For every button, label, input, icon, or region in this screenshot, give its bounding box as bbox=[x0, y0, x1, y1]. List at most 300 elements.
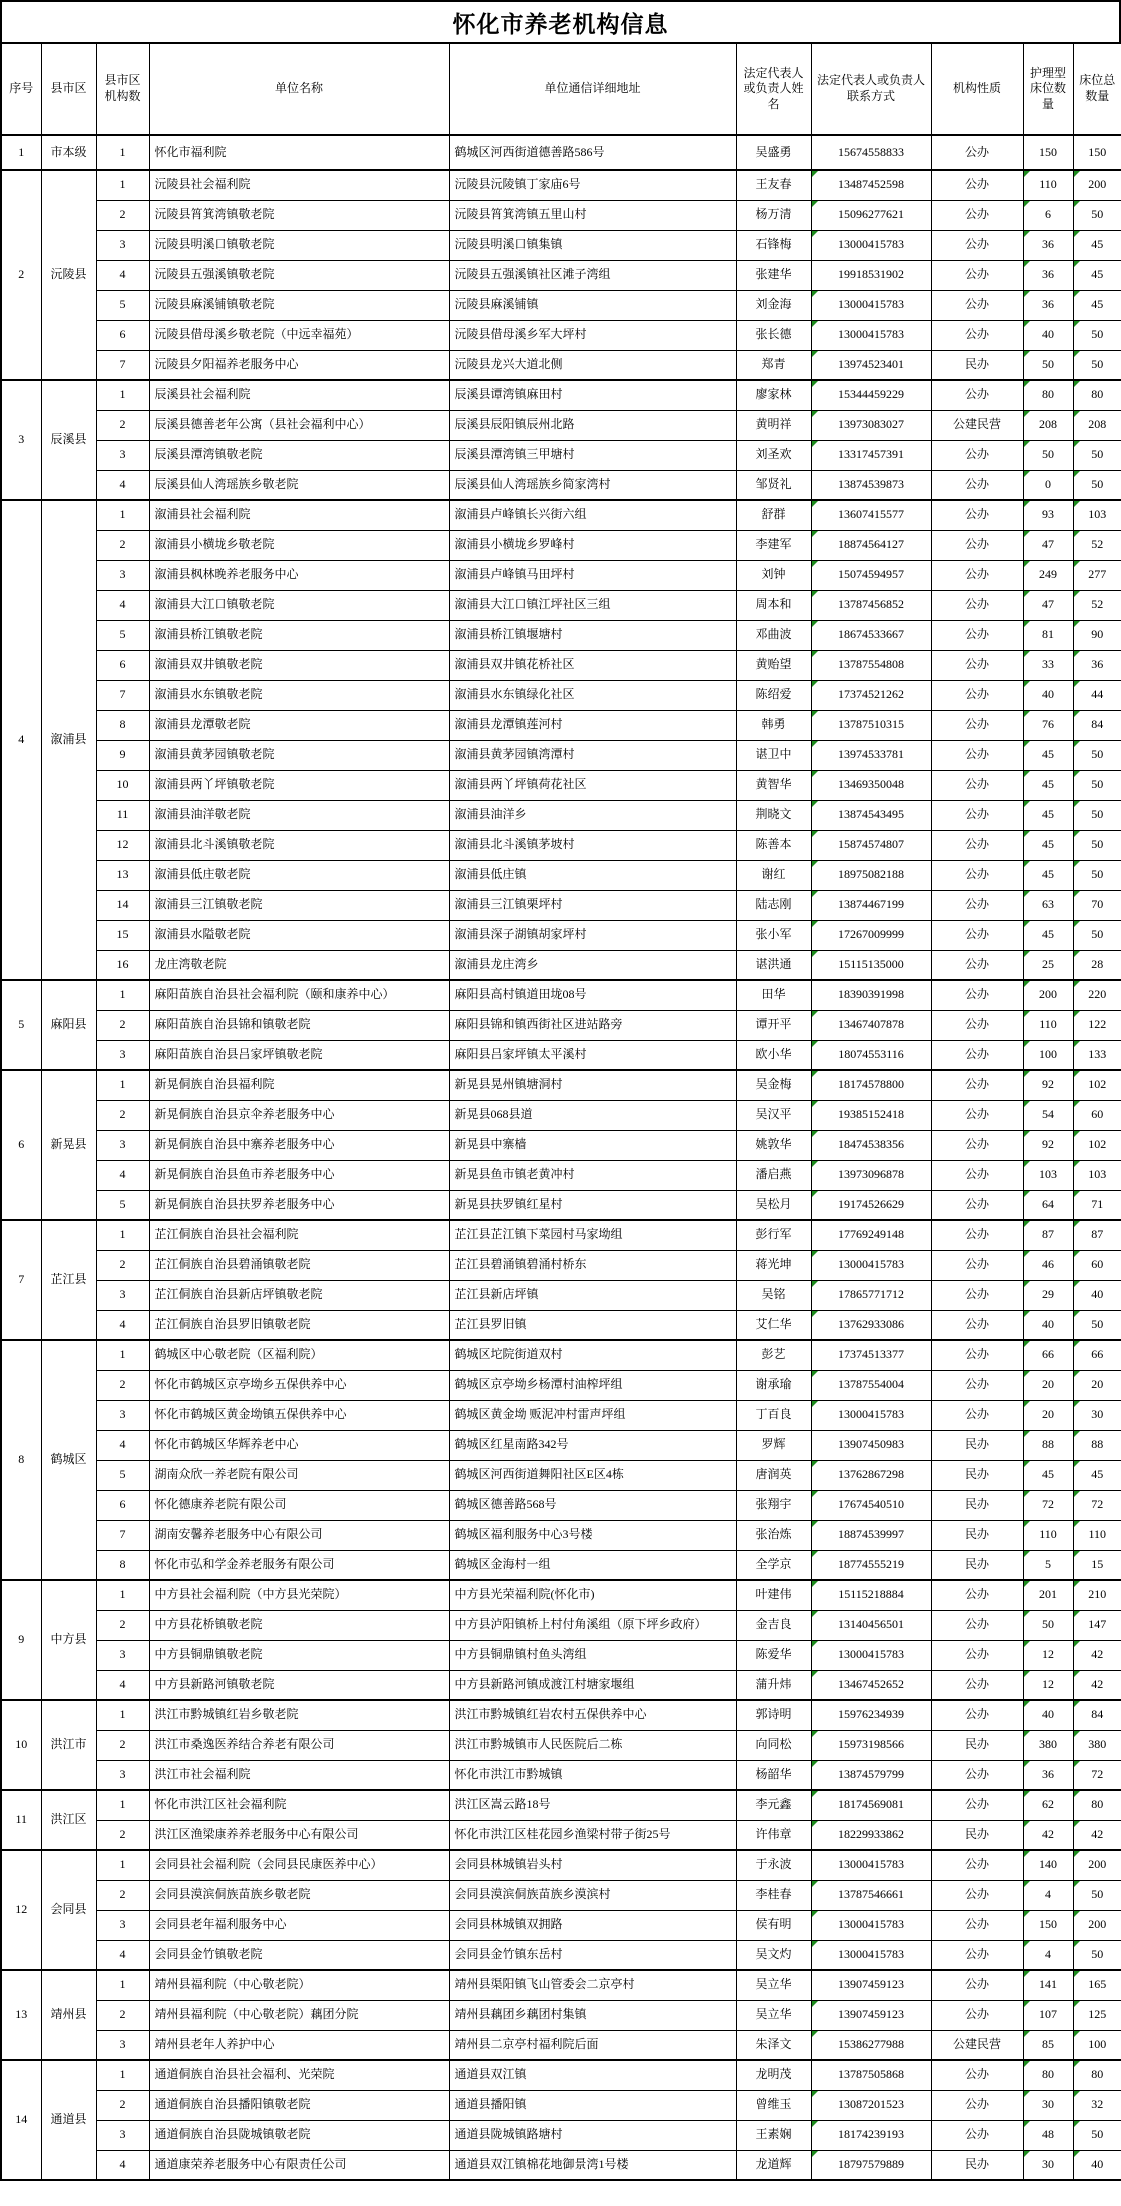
cell-nursing: 380 bbox=[1023, 1730, 1073, 1760]
cell-region: 辰溪县 bbox=[41, 380, 96, 500]
cell-address: 沅陵县沅陵镇丁家庙6号 bbox=[449, 170, 736, 200]
cell-nursing: 100 bbox=[1023, 1040, 1073, 1070]
cell-name: 怀化市鹤城区华辉养老中心 bbox=[149, 1430, 449, 1460]
cell-phone: 13787554004 bbox=[811, 1370, 931, 1400]
cell-count: 7 bbox=[96, 680, 149, 710]
cell-count: 4 bbox=[96, 2150, 149, 2180]
cell-person: 彭行军 bbox=[736, 1220, 811, 1250]
cell-address: 溆浦县卢峰镇长兴街六组 bbox=[449, 500, 736, 530]
cell-nursing: 50 bbox=[1023, 1610, 1073, 1640]
cell-count: 5 bbox=[96, 290, 149, 320]
cell-name: 新晃侗族自治县鱼市养老服务中心 bbox=[149, 1160, 449, 1190]
cell-address: 沅陵县龙兴大道北侧 bbox=[449, 350, 736, 380]
cell-address: 溆浦县卢峰镇马田坪村 bbox=[449, 560, 736, 590]
cell-phone: 15976234939 bbox=[811, 1700, 931, 1730]
cell-phone: 13607415577 bbox=[811, 500, 931, 530]
cell-address: 会同县金竹镇东岳村 bbox=[449, 1940, 736, 1970]
table-row bbox=[1, 890, 1121, 920]
cell-name: 沅陵县五强溪镇敬老院 bbox=[149, 260, 449, 290]
cell-person: 韩勇 bbox=[736, 710, 811, 740]
cell-nursing: 47 bbox=[1023, 530, 1073, 560]
cell-nature: 公办 bbox=[931, 290, 1023, 320]
cell-nature: 公办 bbox=[931, 200, 1023, 230]
cell-seq: 2 bbox=[1, 170, 41, 380]
cell-nursing: 50 bbox=[1023, 440, 1073, 470]
cell-count: 10 bbox=[96, 770, 149, 800]
cell-count: 13 bbox=[96, 860, 149, 890]
cell-person: 黄明祥 bbox=[736, 410, 811, 440]
cell-name: 芷江侗族自治县社会福利院 bbox=[149, 1220, 449, 1250]
cell-nursing: 40 bbox=[1023, 320, 1073, 350]
cell-total: 125 bbox=[1073, 2000, 1121, 2030]
table-row bbox=[1, 135, 1121, 170]
cell-count: 11 bbox=[96, 800, 149, 830]
cell-address: 溆浦县小横垅乡罗峰村 bbox=[449, 530, 736, 560]
cell-name: 怀化市福利院 bbox=[149, 135, 449, 170]
cell-phone: 13874467199 bbox=[811, 890, 931, 920]
cell-count: 6 bbox=[96, 1490, 149, 1520]
cell-nature: 公办 bbox=[931, 530, 1023, 560]
cell-count: 6 bbox=[96, 650, 149, 680]
cell-seq: 1 bbox=[1, 135, 41, 170]
cell-total: 122 bbox=[1073, 1010, 1121, 1040]
cell-name: 沅陵县社会福利院 bbox=[149, 170, 449, 200]
cell-nature: 公办 bbox=[931, 1940, 1023, 1970]
cell-total: 200 bbox=[1073, 170, 1121, 200]
cell-total: 20 bbox=[1073, 1370, 1121, 1400]
cell-phone: 13000415783 bbox=[811, 320, 931, 350]
cell-phone: 15115135000 bbox=[811, 950, 931, 980]
cell-count: 1 bbox=[96, 1340, 149, 1370]
cell-nursing: 29 bbox=[1023, 1280, 1073, 1310]
cell-total: 50 bbox=[1073, 1880, 1121, 1910]
cell-count: 3 bbox=[96, 230, 149, 260]
cell-nature: 公办 bbox=[931, 830, 1023, 860]
cell-name: 麻阳苗族自治县锦和镇敬老院 bbox=[149, 1010, 449, 1040]
cell-nature: 公建民营 bbox=[931, 410, 1023, 440]
cell-count: 1 bbox=[96, 135, 149, 170]
table-row bbox=[1, 800, 1121, 830]
cell-count: 2 bbox=[96, 200, 149, 230]
cell-person: 金吉良 bbox=[736, 1610, 811, 1640]
cell-nature: 公办 bbox=[931, 680, 1023, 710]
cell-count: 2 bbox=[96, 1610, 149, 1640]
cell-total: 50 bbox=[1073, 860, 1121, 890]
cell-phone: 18390391998 bbox=[811, 980, 931, 1010]
cell-nursing: 30 bbox=[1023, 2150, 1073, 2180]
cell-person: 王素娴 bbox=[736, 2120, 811, 2150]
cell-total: 150 bbox=[1073, 135, 1121, 170]
cell-phone: 17769249148 bbox=[811, 1220, 931, 1250]
cell-nursing: 54 bbox=[1023, 1100, 1073, 1130]
cell-nursing: 40 bbox=[1023, 680, 1073, 710]
cell-address: 麻阳县吕家坪镇太平溪村 bbox=[449, 1040, 736, 1070]
cell-count: 3 bbox=[96, 440, 149, 470]
cell-total: 277 bbox=[1073, 560, 1121, 590]
table-row bbox=[1, 650, 1121, 680]
cell-region: 沅陵县 bbox=[41, 170, 96, 380]
cell-phone: 13140456501 bbox=[811, 1610, 931, 1640]
cell-seq: 12 bbox=[1, 1850, 41, 1970]
cell-nursing: 36 bbox=[1023, 1760, 1073, 1790]
cell-person: 张长德 bbox=[736, 320, 811, 350]
cell-person: 田华 bbox=[736, 980, 811, 1010]
cell-name: 溆浦县小横垅乡敬老院 bbox=[149, 530, 449, 560]
cell-phone: 13000415783 bbox=[811, 1910, 931, 1940]
table-row bbox=[1, 1820, 1121, 1850]
cell-nature: 公办 bbox=[931, 1970, 1023, 2000]
table-row bbox=[1, 410, 1121, 440]
table-row bbox=[1, 440, 1121, 470]
column-header-name: 单位名称 bbox=[149, 43, 449, 135]
table-row bbox=[1, 1550, 1121, 1580]
cell-phone: 13787456852 bbox=[811, 590, 931, 620]
cell-count: 1 bbox=[96, 1700, 149, 1730]
cell-nature: 公办 bbox=[931, 920, 1023, 950]
cell-total: 84 bbox=[1073, 710, 1121, 740]
cell-total: 210 bbox=[1073, 1580, 1121, 1610]
cell-phone: 13000415783 bbox=[811, 1400, 931, 1430]
cell-name: 中方县铜鼎镇敬老院 bbox=[149, 1640, 449, 1670]
cell-nursing: 92 bbox=[1023, 1070, 1073, 1100]
cell-total: 102 bbox=[1073, 1130, 1121, 1160]
cell-person: 刘金海 bbox=[736, 290, 811, 320]
cell-address: 沅陵县借母溪乡军大坪村 bbox=[449, 320, 736, 350]
cell-phone: 19385152418 bbox=[811, 1100, 931, 1130]
table-row bbox=[1, 260, 1121, 290]
cell-address: 鹤城区红星南路342号 bbox=[449, 1430, 736, 1460]
cell-nature: 公办 bbox=[931, 2090, 1023, 2120]
cell-nature: 公办 bbox=[931, 950, 1023, 980]
cell-name: 新晃侗族自治县扶罗养老服务中心 bbox=[149, 1190, 449, 1220]
cell-address: 通道县双江镇 bbox=[449, 2060, 736, 2090]
cell-count: 2 bbox=[96, 1100, 149, 1130]
cell-person: 邓曲波 bbox=[736, 620, 811, 650]
cell-count: 2 bbox=[96, 1730, 149, 1760]
cell-nursing: 85 bbox=[1023, 2030, 1073, 2060]
table-row bbox=[1, 950, 1121, 980]
table-row bbox=[1, 380, 1121, 410]
cell-address: 芷江县新店坪镇 bbox=[449, 1280, 736, 1310]
cell-phone: 13787505868 bbox=[811, 2060, 931, 2090]
table-row bbox=[1, 1700, 1121, 1730]
cell-nursing: 5 bbox=[1023, 1550, 1073, 1580]
cell-person: 李元鑫 bbox=[736, 1790, 811, 1820]
cell-nursing: 200 bbox=[1023, 980, 1073, 1010]
cell-phone: 18975082188 bbox=[811, 860, 931, 890]
cell-total: 50 bbox=[1073, 200, 1121, 230]
table-row bbox=[1, 1880, 1121, 1910]
cell-region: 洪江市 bbox=[41, 1700, 96, 1790]
table-row bbox=[1, 470, 1121, 500]
cell-phone: 13874539873 bbox=[811, 470, 931, 500]
cell-nursing: 42 bbox=[1023, 1820, 1073, 1850]
cell-total: 45 bbox=[1073, 290, 1121, 320]
cell-address: 怀化市洪江区桂花园乡渔梁村带子街25号 bbox=[449, 1820, 736, 1850]
cell-count: 3 bbox=[96, 1760, 149, 1790]
cell-phone: 13000415783 bbox=[811, 1640, 931, 1670]
cell-person: 周本和 bbox=[736, 590, 811, 620]
cell-person: 吴汉平 bbox=[736, 1100, 811, 1130]
cell-nature: 公办 bbox=[931, 1010, 1023, 1040]
cell-total: 80 bbox=[1073, 380, 1121, 410]
cell-name: 靖州县福利院（中心敬老院） bbox=[149, 1970, 449, 2000]
cell-address: 洪江市黔城镇市人民医院后二栋 bbox=[449, 1730, 736, 1760]
cell-nature: 公办 bbox=[931, 1100, 1023, 1130]
cell-nature: 民办 bbox=[931, 1730, 1023, 1760]
cell-phone: 18174239193 bbox=[811, 2120, 931, 2150]
cell-nature: 公办 bbox=[931, 1670, 1023, 1700]
cell-phone: 18229933862 bbox=[811, 1820, 931, 1850]
cell-address: 新晃县扶罗镇红星村 bbox=[449, 1190, 736, 1220]
cell-phone: 15386277988 bbox=[811, 2030, 931, 2060]
cell-address: 会同县林城镇岩头村 bbox=[449, 1850, 736, 1880]
cell-address: 麻阳县锦和镇西街社区进站路旁 bbox=[449, 1010, 736, 1040]
cell-seq: 10 bbox=[1, 1700, 41, 1790]
cell-address: 沅陵县五强溪镇社区滩子湾组 bbox=[449, 260, 736, 290]
cell-total: 133 bbox=[1073, 1040, 1121, 1070]
cell-total: 40 bbox=[1073, 2150, 1121, 2180]
cell-name: 靖州县老年人养护中心 bbox=[149, 2030, 449, 2060]
cell-count: 9 bbox=[96, 740, 149, 770]
cell-nature: 公办 bbox=[931, 980, 1023, 1010]
table-row bbox=[1, 1910, 1121, 1940]
cell-name: 沅陵县明溪口镇敬老院 bbox=[149, 230, 449, 260]
cell-person: 欧小华 bbox=[736, 1040, 811, 1070]
cell-total: 42 bbox=[1073, 1670, 1121, 1700]
cell-nature: 民办 bbox=[931, 1550, 1023, 1580]
cell-address: 沅陵县筲箕湾镇五里山村 bbox=[449, 200, 736, 230]
cell-count: 4 bbox=[96, 1310, 149, 1340]
cell-count: 2 bbox=[96, 410, 149, 440]
cell-name: 洪江市社会福利院 bbox=[149, 1760, 449, 1790]
cell-total: 165 bbox=[1073, 1970, 1121, 2000]
cell-nature: 公办 bbox=[931, 710, 1023, 740]
cell-name: 芷江侗族自治县新店坪镇敬老院 bbox=[149, 1280, 449, 1310]
cell-address: 新晃县068县道 bbox=[449, 1100, 736, 1130]
table-row bbox=[1, 1850, 1121, 1880]
cell-phone: 18874539997 bbox=[811, 1520, 931, 1550]
cell-name: 洪江市黔城镇红岩乡敬老院 bbox=[149, 1700, 449, 1730]
cell-nature: 公办 bbox=[931, 230, 1023, 260]
cell-name: 中方县新路河镇敬老院 bbox=[149, 1670, 449, 1700]
cell-address: 新晃县中寨樯 bbox=[449, 1130, 736, 1160]
cell-address: 鹤城区黄金坳 贩泥冲村雷声坪组 bbox=[449, 1400, 736, 1430]
cell-nursing: 76 bbox=[1023, 710, 1073, 740]
cell-total: 52 bbox=[1073, 530, 1121, 560]
cell-address: 辰溪县潭湾镇三甲塘村 bbox=[449, 440, 736, 470]
cell-total: 380 bbox=[1073, 1730, 1121, 1760]
cell-name: 溆浦县三江镇敬老院 bbox=[149, 890, 449, 920]
cell-address: 新晃县晃州镇塘洞村 bbox=[449, 1070, 736, 1100]
cell-name: 中方县花桥镇敬老院 bbox=[149, 1610, 449, 1640]
table-row bbox=[1, 1070, 1121, 1100]
cell-name: 会同县漠滨侗族苗族乡敬老院 bbox=[149, 1880, 449, 1910]
cell-address: 中方县光荣福利院(怀化市) bbox=[449, 1580, 736, 1610]
cell-nature: 民办 bbox=[931, 1490, 1023, 1520]
cell-phone: 13087201523 bbox=[811, 2090, 931, 2120]
cell-total: 50 bbox=[1073, 740, 1121, 770]
cell-count: 2 bbox=[96, 1880, 149, 1910]
cell-person: 郑青 bbox=[736, 350, 811, 380]
cell-address: 怀化市洪江市黔城镇 bbox=[449, 1760, 736, 1790]
cell-count: 4 bbox=[96, 470, 149, 500]
table-row bbox=[1, 1220, 1121, 1250]
cell-person: 吴文灼 bbox=[736, 1940, 811, 1970]
cell-seq: 4 bbox=[1, 500, 41, 980]
cell-person: 吴松月 bbox=[736, 1190, 811, 1220]
cell-nursing: 93 bbox=[1023, 500, 1073, 530]
table-row bbox=[1, 1790, 1121, 1820]
cell-name: 溆浦县双井镇敬老院 bbox=[149, 650, 449, 680]
column-header-total: 床位总数量 bbox=[1073, 43, 1121, 135]
cell-nursing: 40 bbox=[1023, 1310, 1073, 1340]
cell-nursing: 201 bbox=[1023, 1580, 1073, 1610]
cell-phone: 18797579889 bbox=[811, 2150, 931, 2180]
cell-address: 辰溪县辰阳镇辰州北路 bbox=[449, 410, 736, 440]
cell-name: 沅陵县筲箕湾镇敬老院 bbox=[149, 200, 449, 230]
cell-address: 通道县双江镇棉花地御景湾1号楼 bbox=[449, 2150, 736, 2180]
table-row bbox=[1, 1190, 1121, 1220]
cell-name: 溆浦县黄茅园镇敬老院 bbox=[149, 740, 449, 770]
cell-person: 王友春 bbox=[736, 170, 811, 200]
table-row bbox=[1, 290, 1121, 320]
cell-address: 沅陵县明溪口镇集镇 bbox=[449, 230, 736, 260]
cell-nature: 公办 bbox=[931, 380, 1023, 410]
cell-phone: 13000415783 bbox=[811, 1250, 931, 1280]
cell-phone: 15074594957 bbox=[811, 560, 931, 590]
cell-nursing: 45 bbox=[1023, 830, 1073, 860]
cell-person: 杨韶华 bbox=[736, 1760, 811, 1790]
cell-phone: 17374513377 bbox=[811, 1340, 931, 1370]
cell-name: 鹤城区中心敬老院（区福利院） bbox=[149, 1340, 449, 1370]
cell-count: 4 bbox=[96, 1430, 149, 1460]
cell-name: 靖州县福利院（中心敬老院）藕团分院 bbox=[149, 2000, 449, 2030]
cell-address: 中方县新路河镇成渡江村塘家堰组 bbox=[449, 1670, 736, 1700]
cell-total: 72 bbox=[1073, 1760, 1121, 1790]
cell-nursing: 45 bbox=[1023, 740, 1073, 770]
cell-person: 陈爱华 bbox=[736, 1640, 811, 1670]
cell-phone: 18774555219 bbox=[811, 1550, 931, 1580]
cell-address: 会同县漠滨侗族苗族乡漠滨村 bbox=[449, 1880, 736, 1910]
cell-total: 102 bbox=[1073, 1070, 1121, 1100]
cell-total: 50 bbox=[1073, 440, 1121, 470]
column-header-region: 县市区 bbox=[41, 43, 96, 135]
cell-person: 张建华 bbox=[736, 260, 811, 290]
cell-person: 全学京 bbox=[736, 1550, 811, 1580]
cell-region: 芷江县 bbox=[41, 1220, 96, 1340]
cell-person: 舒群 bbox=[736, 500, 811, 530]
cell-person: 陈绍爱 bbox=[736, 680, 811, 710]
table-row bbox=[1, 1640, 1121, 1670]
cell-person: 叶建伟 bbox=[736, 1580, 811, 1610]
cell-count: 4 bbox=[96, 260, 149, 290]
cell-nursing: 20 bbox=[1023, 1370, 1073, 1400]
cell-seq: 3 bbox=[1, 380, 41, 500]
cell-address: 溆浦县双井镇花桥社区 bbox=[449, 650, 736, 680]
cell-phone: 13787510315 bbox=[811, 710, 931, 740]
cell-name: 新晃侗族自治县京伞养老服务中心 bbox=[149, 1100, 449, 1130]
cell-total: 50 bbox=[1073, 830, 1121, 860]
cell-nursing: 72 bbox=[1023, 1490, 1073, 1520]
table-row bbox=[1, 560, 1121, 590]
cell-phone: 13973083027 bbox=[811, 410, 931, 440]
cell-count: 1 bbox=[96, 500, 149, 530]
cell-count: 7 bbox=[96, 1520, 149, 1550]
cell-nature: 公办 bbox=[931, 1760, 1023, 1790]
table-row bbox=[1, 1940, 1121, 1970]
table-row bbox=[1, 1160, 1121, 1190]
cell-total: 87 bbox=[1073, 1220, 1121, 1250]
cell-phone: 13467407878 bbox=[811, 1010, 931, 1040]
cell-total: 50 bbox=[1073, 350, 1121, 380]
cell-seq: 7 bbox=[1, 1220, 41, 1340]
cell-count: 7 bbox=[96, 350, 149, 380]
cell-person: 曾维玉 bbox=[736, 2090, 811, 2120]
table-row bbox=[1, 2150, 1121, 2180]
table-row bbox=[1, 1100, 1121, 1130]
cell-nature: 公办 bbox=[931, 1370, 1023, 1400]
cell-count: 3 bbox=[96, 1130, 149, 1160]
cell-count: 4 bbox=[96, 1940, 149, 1970]
cell-phone: 18874564127 bbox=[811, 530, 931, 560]
cell-total: 45 bbox=[1073, 230, 1121, 260]
cell-region: 市本级 bbox=[41, 135, 96, 170]
cell-count: 2 bbox=[96, 1370, 149, 1400]
cell-nature: 公办 bbox=[931, 1040, 1023, 1070]
cell-nursing: 80 bbox=[1023, 2060, 1073, 2090]
column-header-phone: 法定代表人或负责人联系方式 bbox=[811, 43, 931, 135]
cell-person: 刘圣欢 bbox=[736, 440, 811, 470]
cell-person: 谢承瑜 bbox=[736, 1370, 811, 1400]
cell-count: 12 bbox=[96, 830, 149, 860]
cell-total: 100 bbox=[1073, 2030, 1121, 2060]
table-row bbox=[1, 1010, 1121, 1040]
cell-nursing: 107 bbox=[1023, 2000, 1073, 2030]
cell-total: 208 bbox=[1073, 410, 1121, 440]
cell-phone: 13000415783 bbox=[811, 230, 931, 260]
cell-name: 会同县金竹镇敬老院 bbox=[149, 1940, 449, 1970]
cell-phone: 13907459123 bbox=[811, 1970, 931, 2000]
cell-count: 2 bbox=[96, 2000, 149, 2030]
cell-nursing: 25 bbox=[1023, 950, 1073, 980]
cell-name: 会同县社会福利院（会同县民康医养中心） bbox=[149, 1850, 449, 1880]
header-row bbox=[1, 43, 1121, 135]
cell-person: 于永波 bbox=[736, 1850, 811, 1880]
cell-address: 鹤城区坨院街道双村 bbox=[449, 1340, 736, 1370]
cell-name: 芷江侗族自治县碧涌镇敬老院 bbox=[149, 1250, 449, 1280]
table-row bbox=[1, 530, 1121, 560]
cell-person: 朱泽文 bbox=[736, 2030, 811, 2060]
cell-count: 2 bbox=[96, 2090, 149, 2120]
cell-count: 16 bbox=[96, 950, 149, 980]
cell-phone: 17674540510 bbox=[811, 1490, 931, 1520]
cell-count: 2 bbox=[96, 1820, 149, 1850]
cell-phone: 15874574807 bbox=[811, 830, 931, 860]
cell-nursing: 45 bbox=[1023, 800, 1073, 830]
cell-count: 3 bbox=[96, 2120, 149, 2150]
cell-address: 鹤城区河西街道德善路586号 bbox=[449, 135, 736, 170]
cell-count: 1 bbox=[96, 1850, 149, 1880]
cell-person: 廖家林 bbox=[736, 380, 811, 410]
cell-nursing: 150 bbox=[1023, 135, 1073, 170]
cell-total: 147 bbox=[1073, 1610, 1121, 1640]
column-header-address: 单位通信详细地址 bbox=[449, 43, 736, 135]
cell-region: 溆浦县 bbox=[41, 500, 96, 980]
cell-region: 通道县 bbox=[41, 2060, 96, 2180]
cell-person: 吴立华 bbox=[736, 1970, 811, 2000]
cell-name: 湖南安馨养老服务中心有限公司 bbox=[149, 1520, 449, 1550]
